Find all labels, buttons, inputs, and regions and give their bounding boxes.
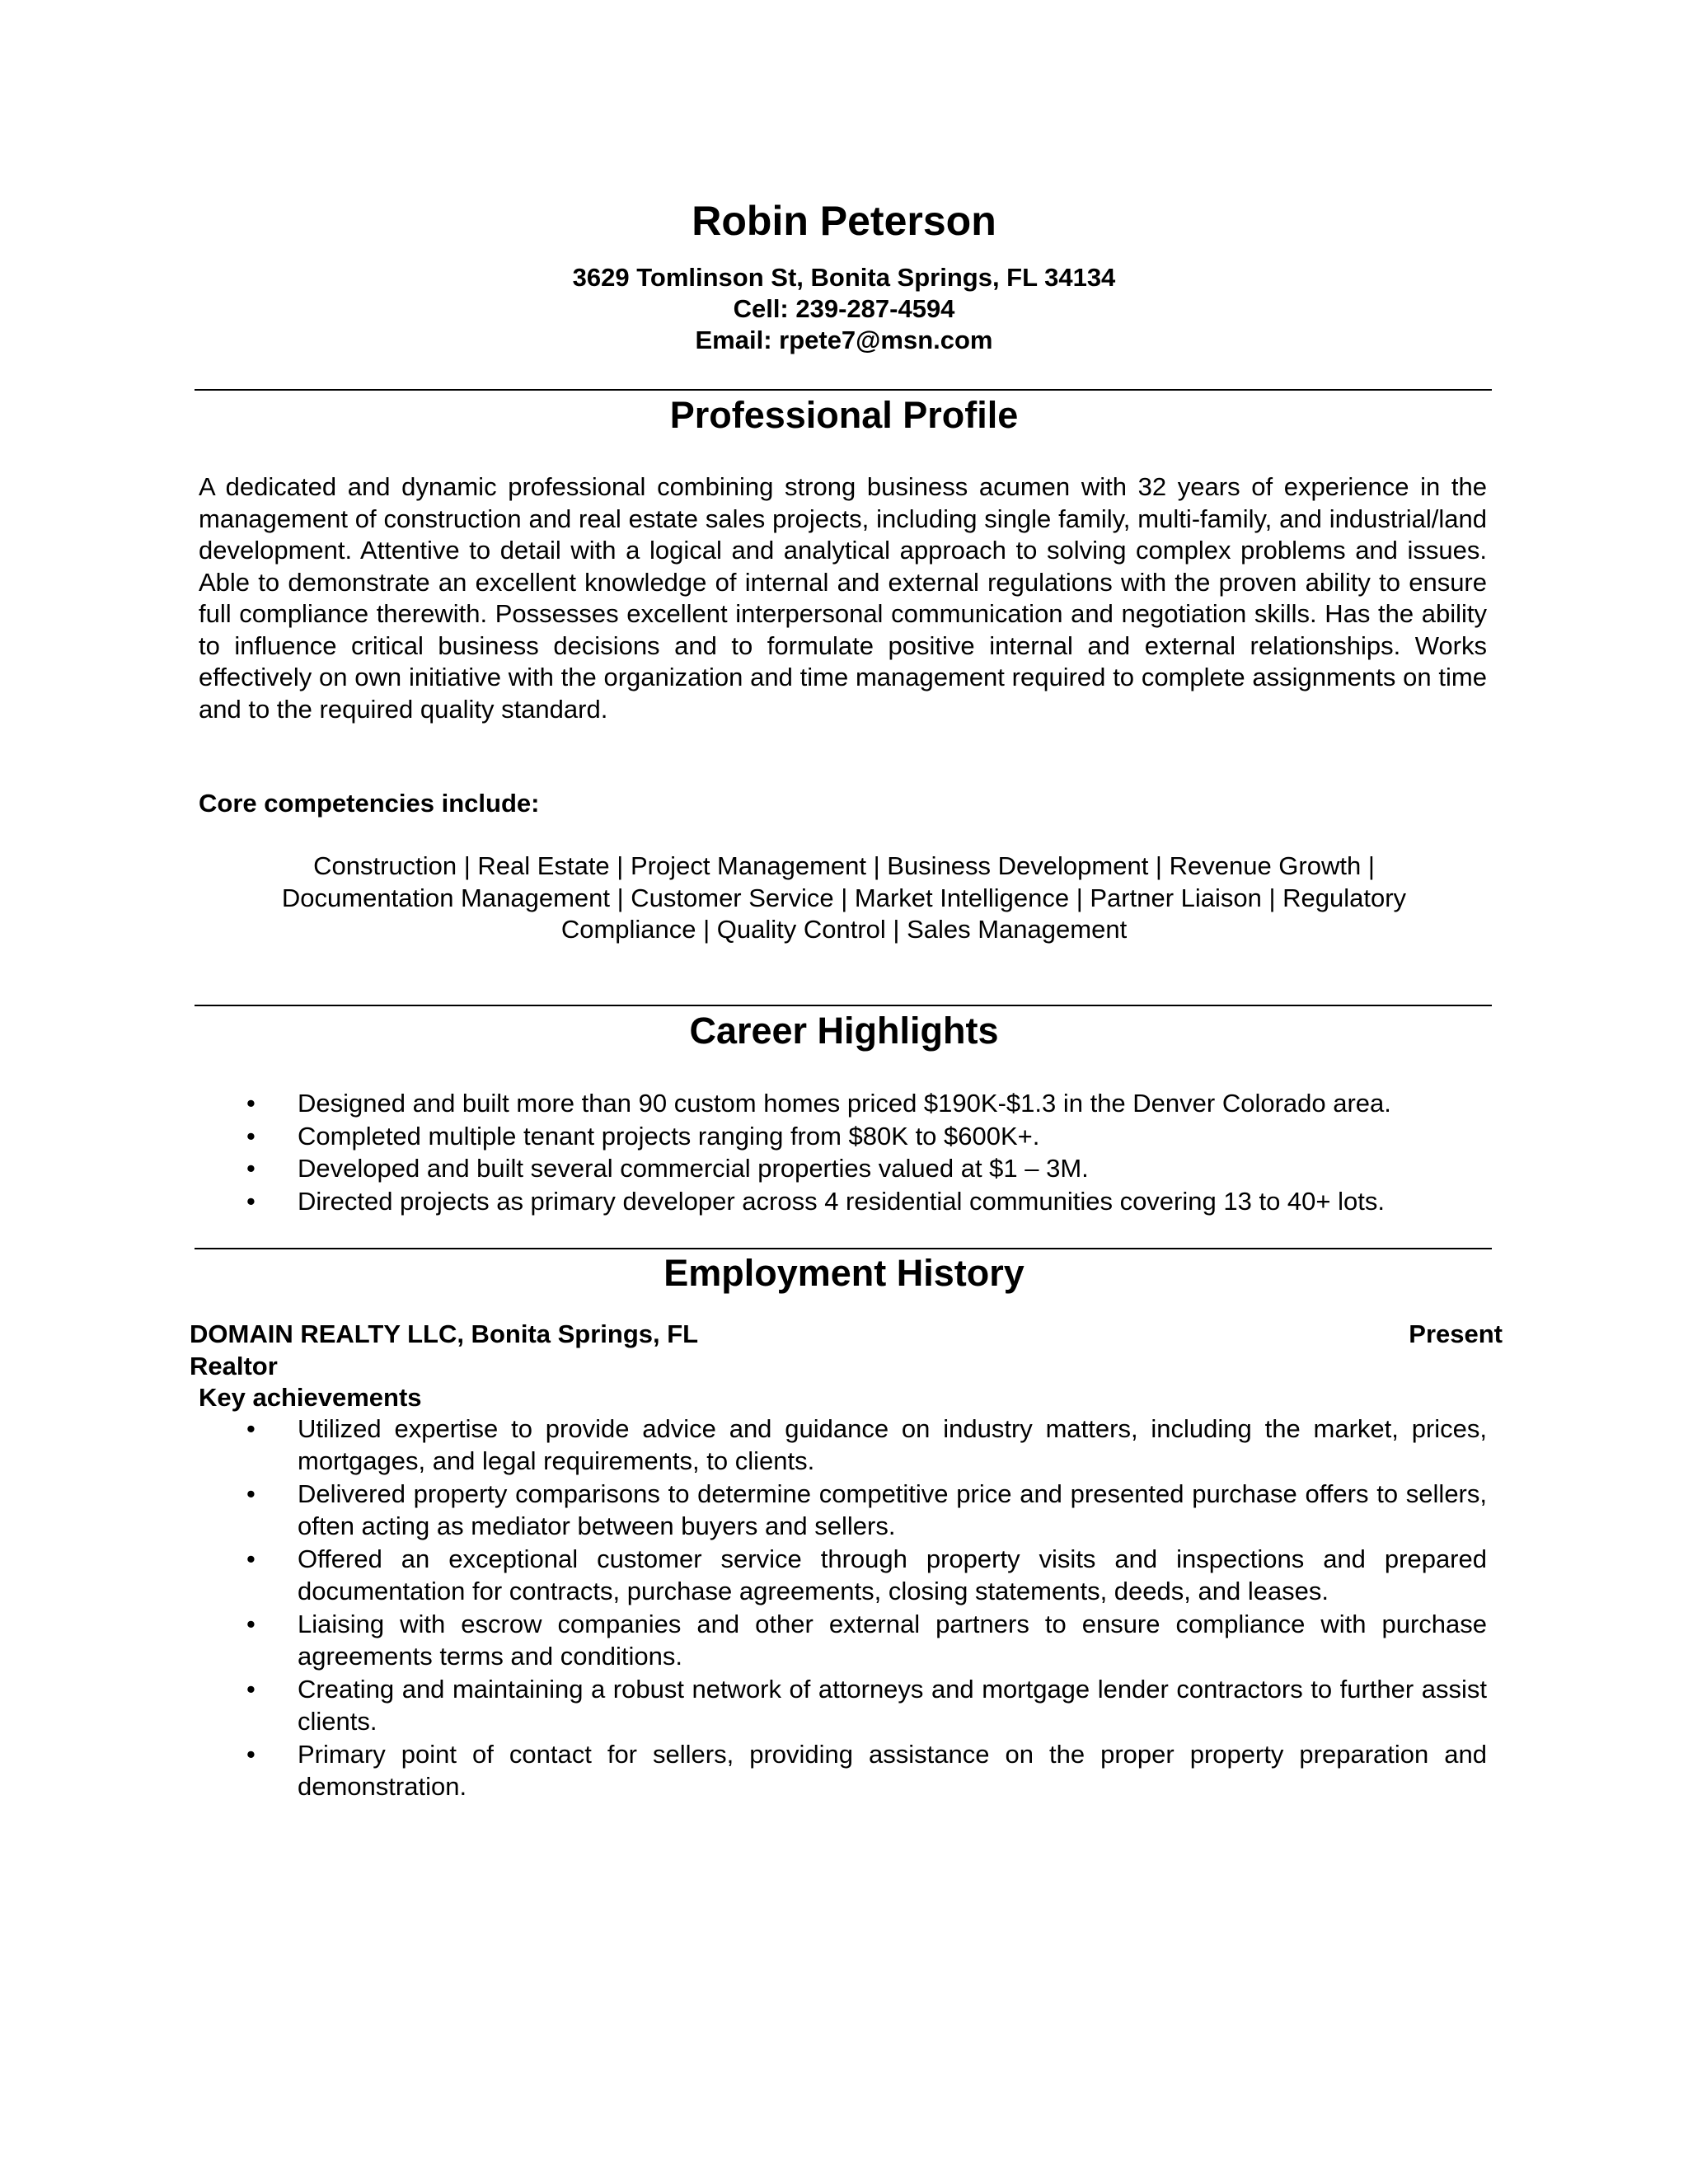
list-item [199,1120,1487,1153]
achievement-text: Liaising with escrow companies and other external partners to ensure compliance with purchase agreements terms and conditions. [298,1610,1487,1671]
list-item [199,1609,1487,1672]
achievement-text: Offered an exceptional customer service through property visits and inspections and prepared documentation for contracts, purchase agreements, closing statements, deeds, and leases. [298,1544,1487,1605]
profile-summary: A dedicated and dynamic professional combining strong business acumen with 32 years of experience in the management of construction and real estate sales projects, including single family, multi-family, and industrial/land development. Attentive to detail with a logical and analytical approach to solving complex problems and issues. Able to demonstrate an excellent knowledge of internal and external regulations with the proven ability to ensure full compliance therewith. Possesses excellent interpersonal communication and negotiation skills. Has the ability to influence critical business decisions and to formulate positive internal and external relationships. Works effectively on own initiative with the organization and time management required to complete assignments on time and to the required quality standard. [199,472,1487,724]
list-item [199,1185,1487,1218]
achievement-text: Creating and maintaining a robust network of attorneys and mortgage lender contractors to further assist clients. [298,1675,1487,1736]
core-competencies-label: Core competencies include: [199,789,540,818]
bullet-icon: • [246,1610,256,1638]
bullet-icon: • [246,1675,256,1704]
bullet-icon: • [246,1154,256,1183]
bullet-icon: • [246,1186,256,1216]
section-title-profile: Professional Profile [669,394,1019,436]
list-item [199,1413,1487,1477]
bullet-icon: • [246,1089,256,1118]
highlight-text: Directed projects as primary developer across 4 residential communities covering 13 to 40+ lots. [298,1186,1385,1216]
achievement-text: Primary point of contact for sellers, providing assistance on the proper property preparation and demonstration. [298,1740,1487,1801]
employer-name: DOMAIN REALTY LLC, Bonita Springs, FL [190,1319,699,1348]
achievement-text: Delivered property comparisons to determine competitive price and presented purchase offers to sellers, often acting as mediator between buyers and sellers. [298,1479,1487,1540]
divider-profile [195,389,1492,391]
section-title-highlights: Career Highlights [689,1010,999,1052]
core-competencies-list: Construction | Real Estate | Project Management | Business Development | Revenue Growth | Documentation Management | Customer Service | Market Intelligence | Partner Liaison | Regulatory Compliance | Quality Control | Sales Management [281,851,1407,944]
list-item [199,1087,1487,1120]
achievement-text: Utilized expertise to provide advice and guidance on industry matters, including the market, prices, mortgages, and legal requirements, to clients. [298,1414,1487,1475]
email: Email: rpete7@msn.com [695,326,993,354]
section-title-employment: Employment History [663,1252,1025,1294]
list-item [199,1674,1487,1737]
highlight-text: Developed and built several commercial properties valued at $1 – 3M. [298,1154,1089,1183]
candidate-name: Robin Peterson [692,198,996,244]
key-achievements-label: Key achievements [199,1383,422,1412]
achievements-list [199,1413,1487,1804]
bullet-icon: • [246,1544,256,1573]
list-item [199,1152,1487,1185]
bullet-icon: • [246,1479,256,1508]
divider-highlights [195,1005,1492,1006]
bullet-icon: • [246,1740,256,1769]
divider-employment [195,1248,1492,1249]
bullet-icon: • [246,1121,256,1151]
bullet-icon: • [246,1414,256,1443]
career-highlights-list [199,1087,1487,1217]
list-item [199,1739,1487,1802]
list-item [199,1479,1487,1542]
job-title: Realtor [190,1352,278,1380]
address: 3629 Tomlinson St, Bonita Springs, FL 34134 [572,263,1116,292]
highlight-text: Completed multiple tenant projects ranging from $80K to $600K+. [298,1121,1040,1151]
highlight-text: Designed and built more than 90 custom homes priced $190K-$1.3 in the Denver Colorado area. [298,1089,1391,1118]
cell-phone: Cell: 239-287-4594 [733,294,955,323]
employment-date: Present [1409,1319,1503,1348]
list-item [199,1544,1487,1607]
